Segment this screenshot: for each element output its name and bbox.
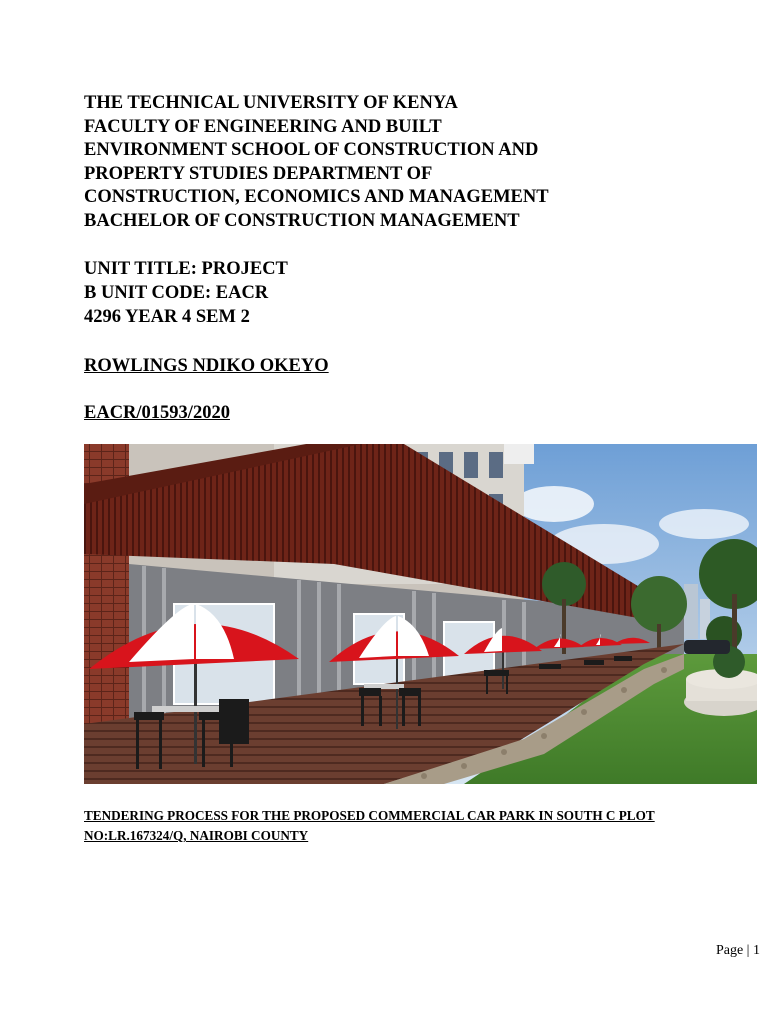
unit-line: 4296 YEAR 4 SEM 2 — [84, 306, 250, 327]
student-name: ROWLINGS NDIKO OKEYO — [84, 356, 329, 376]
heading-line: THE TECHNICAL UNIVERSITY OF KENYA — [84, 93, 458, 113]
institution-heading — [84, 92, 684, 234]
heading-line: BACHELOR OF CONSTRUCTION MANAGEMENT — [84, 210, 520, 231]
heading-line: CONSTRUCTION, ECONOMICS AND MANAGEMENT — [84, 187, 549, 208]
heading-line: FACULTY OF ENGINEERING AND BUILT — [84, 116, 442, 137]
registration-number: EACR/01593/2020 — [84, 403, 230, 423]
heading-line: PROPERTY STUDIES DEPARTMENT OF — [84, 163, 433, 184]
unit-info — [84, 258, 288, 329]
document-caption — [84, 806, 754, 846]
caption-line: NO:LR.167324/Q, NAIROBI COUNTY — [84, 828, 309, 843]
terrace-rendering-image — [84, 444, 757, 784]
unit-line: UNIT TITLE: PROJECT — [84, 259, 288, 279]
page-number: Page | 1 — [715, 943, 760, 958]
caption-line: TENDERING PROCESS FOR THE PROPOSED COMMERCIAL CAR PARK IN SOUTH C PLOT — [84, 808, 655, 823]
unit-line: B UNIT CODE: EACR — [84, 282, 269, 303]
heading-line: ENVIRONMENT SCHOOL OF CONSTRUCTION AND — [84, 140, 539, 161]
